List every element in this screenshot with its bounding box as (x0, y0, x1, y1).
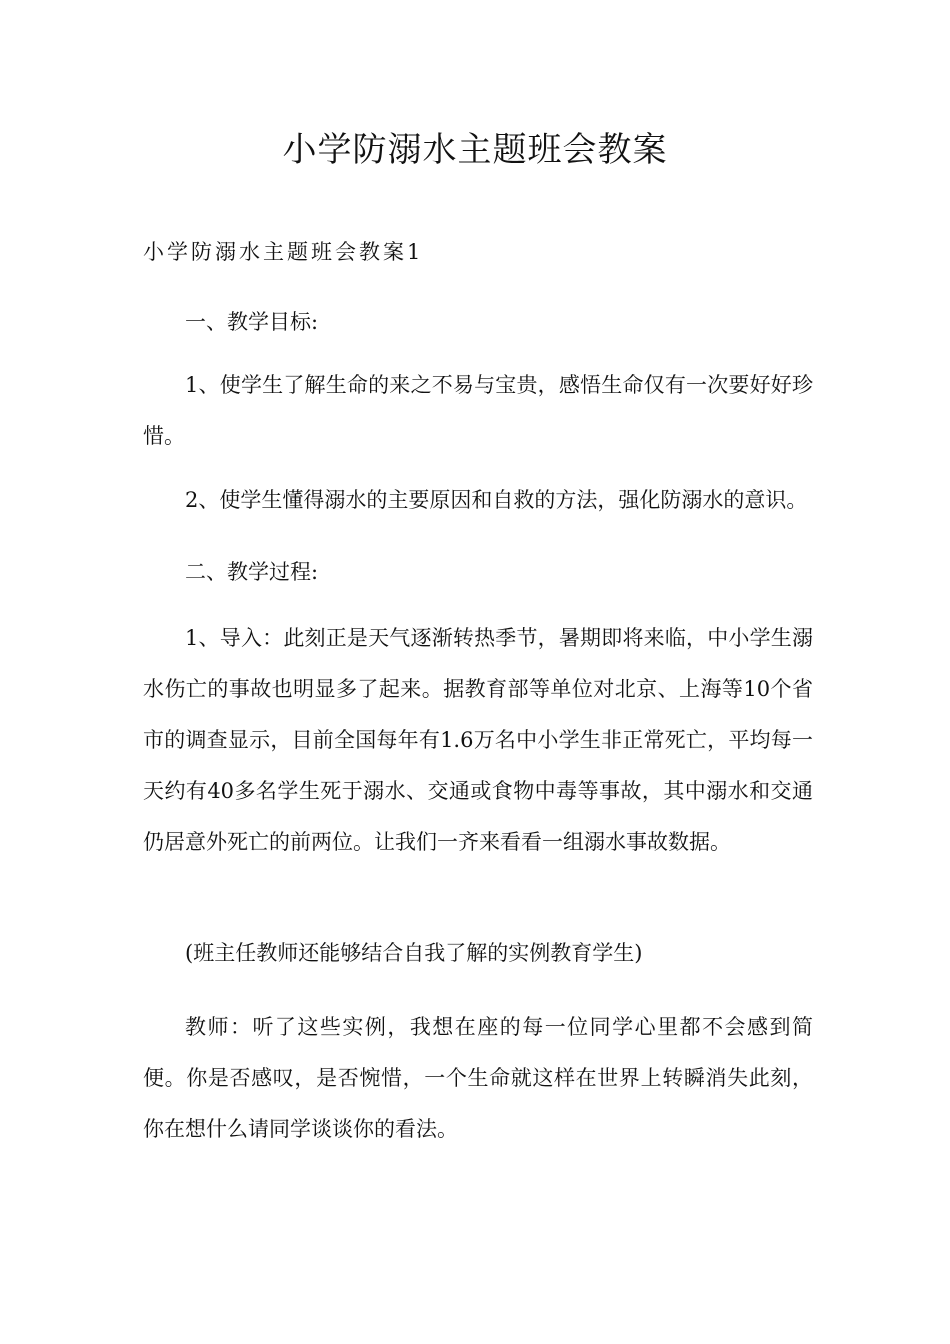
paragraph-teacher-note: (班主任教师还能够结合自我了解的实例教育学生) (185, 941, 643, 965)
section-heading: 小学防溺水主题班会教案1 (143, 240, 424, 264)
paragraph-teaching-process-heading: 二、教学过程: (185, 560, 319, 584)
paragraph-goal-2: 2、使学生懂得溺水的主要原因和自救的方法，强化防溺水的意识。 (185, 488, 808, 512)
paragraph-goal-1: 1、使学生了解生命的来之不易与宝贵，感悟生命仅有一次要好好珍惜。 (143, 373, 813, 448)
paragraph-introduction: 1、导入：此刻正是天气逐渐转热季节，暑期即将来临，中小学生溺水伤亡的事故也明显多了起来。据教育部等单位对北京、上海等10个省市的调查显示，目前全国每年有1.6万名中小学生非正常死亡，平均每一天约有40多名学生死于溺水、交通或食物中毒等事故，其中溺水和交通仍居意外死亡的前两位。让我们一齐来看看一组溺水事故数据。 (143, 626, 813, 854)
paragraph-teaching-goals-heading: 一、教学目标: (185, 310, 319, 334)
document-title: 小学防溺水主题班会教案 (282, 130, 668, 170)
paragraph-teacher-prompt: 教师：听了这些实例，我想在座的每一位同学心里都不会感到简便。你是否感叹，是否惋惜，一个生命就这样在世界上转瞬消失此刻，你在想什么请同学谈谈你的看法。 (143, 1015, 813, 1141)
